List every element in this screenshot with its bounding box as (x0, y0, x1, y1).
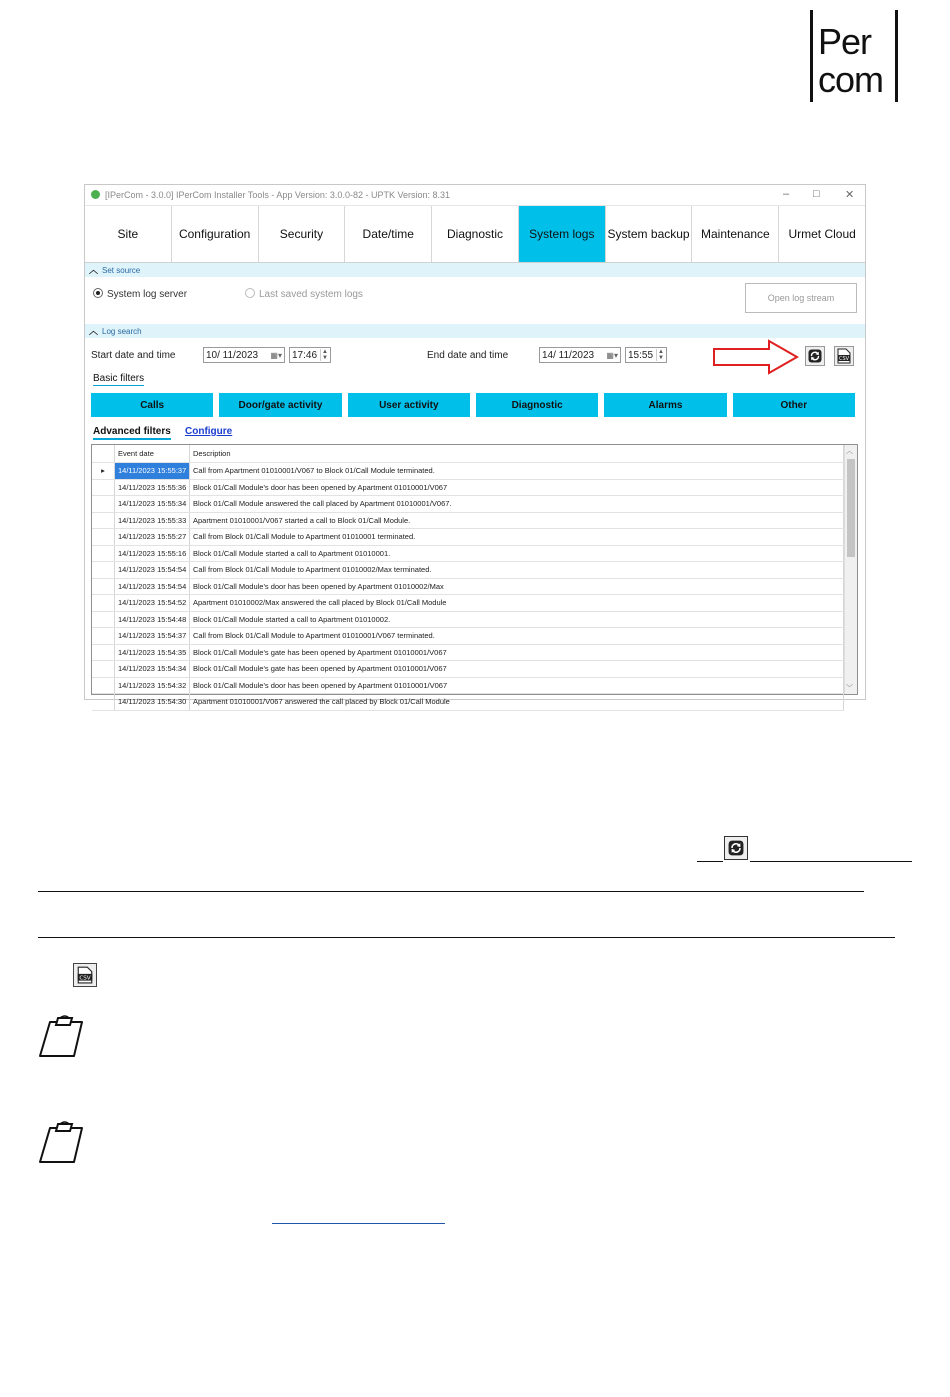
radio-off-icon (245, 288, 255, 298)
clipboard-note-icon (36, 1122, 88, 1166)
logo-line2: com (818, 59, 884, 100)
radio-on-icon (93, 288, 103, 298)
svg-text:CSV: CSV (838, 356, 850, 362)
event-date-cell: 14/11/2023 15:55:27 (115, 529, 190, 546)
table-row[interactable] (92, 463, 844, 480)
app-window (84, 184, 866, 707)
description-cell: Apartment 01010001/V067 started a call to Block 01/Call Module. (190, 512, 844, 529)
text-underline (38, 891, 864, 892)
table-row[interactable] (92, 644, 844, 661)
row-indicator-cell (92, 611, 115, 628)
description-cell: Block 01/Call Module's gate has been opened by Apartment 01010001/V067 (190, 644, 844, 661)
radio-system-log-server[interactable] (93, 288, 187, 300)
row-indicator-cell (92, 545, 115, 562)
calendar-dropdown-icon[interactable]: ▦▾ (606, 351, 618, 360)
table-row[interactable] (92, 545, 844, 562)
svg-text:CSV: CSV (79, 975, 91, 982)
table-row[interactable] (92, 628, 844, 645)
app-icon (91, 190, 100, 199)
advanced-filters-tab[interactable]: Advanced filters (93, 426, 171, 440)
row-indicator-cell (92, 578, 115, 595)
tab-configuration[interactable]: Configuration (172, 206, 259, 262)
table-row[interactable] (92, 677, 844, 694)
description-cell: Block 01/Call Module's door has been opened by Apartment 01010001/V067 (190, 479, 844, 496)
filter-diagnostic-button[interactable]: Diagnostic (476, 393, 598, 417)
description-cell: Block 01/Call Module answered the call placed by Apartment 01010001/V067. (190, 496, 844, 513)
start-time-value: 17:46 (292, 350, 318, 361)
scroll-up-icon[interactable]: ︿ (846, 448, 853, 455)
tab-system-logs[interactable]: System logs (519, 206, 606, 262)
export-csv-button[interactable] (834, 346, 854, 366)
table-row[interactable] (92, 562, 844, 579)
column-description[interactable]: Description (190, 445, 844, 463)
basic-filter-buttons (91, 393, 855, 417)
description-cell: Block 01/Call Module's door has been opened by Apartment 01010002/Max (190, 578, 844, 595)
description-cell: Block 01/Call Module started a call to Apartment 01010001. (190, 545, 844, 562)
end-time-field[interactable] (625, 347, 667, 363)
maximize-button[interactable]: □ (813, 188, 820, 200)
logo-bar-right (895, 10, 898, 102)
table-row[interactable] (92, 694, 844, 711)
end-date-label: End date and time (427, 350, 509, 361)
description-cell: Call from Block 01/Call Module to Apartment 01010002/Max terminated. (190, 562, 844, 579)
table-row[interactable] (92, 512, 844, 529)
start-date-value: 10/ 11/2023 (206, 350, 259, 361)
tab-system-backup[interactable]: System backup (606, 206, 693, 262)
event-date-cell: 14/11/2023 15:55:36 (115, 479, 190, 496)
scroll-down-icon[interactable]: ﹀ (846, 685, 853, 692)
text-underline (697, 861, 723, 862)
csv-file-icon (77, 966, 93, 984)
event-date-cell: 14/11/2023 15:54:34 (115, 661, 190, 678)
tab-diagnostic[interactable]: Diagnostic (432, 206, 519, 262)
table-row[interactable] (92, 496, 844, 513)
spinner-icon[interactable]: ▲ ▼ (320, 349, 329, 361)
table-row[interactable] (92, 479, 844, 496)
end-date-field[interactable] (539, 347, 621, 363)
table-row[interactable] (92, 578, 844, 595)
description-cell: Call from Block 01/Call Module to Apartment 01010001 terminated. (190, 529, 844, 546)
event-date-cell: 14/11/2023 15:54:35 (115, 644, 190, 661)
clipboard-note-icon (36, 1016, 88, 1060)
row-indicator-cell (92, 529, 115, 546)
csv-export-icon (837, 348, 851, 364)
configure-link[interactable]: Configure (185, 426, 233, 437)
row-indicator-cell (92, 628, 115, 645)
tab-date-time[interactable]: Date/time (345, 206, 432, 262)
title-bar (85, 185, 865, 205)
event-date-cell: 14/11/2023 15:54:48 (115, 611, 190, 628)
filter-alarms-button[interactable]: Alarms (604, 393, 726, 417)
description-cell: Block 01/Call Module's door has been opened by Apartment 01010001/V067 (190, 677, 844, 694)
open-log-stream-button[interactable]: Open log stream (745, 283, 857, 313)
event-date-cell: 14/11/2023 15:54:54 (115, 578, 190, 595)
end-time-value: 15:55 (628, 350, 654, 361)
description-cell: Apartment 01010001/V067 answered the call placed by Block 01/Call Module (190, 694, 844, 711)
basic-filters-label: Basic filters (93, 373, 145, 384)
table-row[interactable] (92, 595, 844, 612)
end-date-value: 14/ 11/2023 (542, 350, 595, 361)
table-row[interactable] (92, 661, 844, 678)
start-date-label: Start date and time (91, 350, 176, 361)
radio-label-2: Last saved system logs (259, 289, 363, 300)
column-event-date[interactable]: Event date (115, 445, 190, 463)
description-cell: Call from Apartment 01010001/V067 to Block 01/Call Module terminated. (190, 463, 844, 480)
set-source-header[interactable] (85, 263, 865, 277)
refresh-icon (728, 840, 744, 856)
main-tabs (85, 205, 865, 263)
description-cell: Apartment 01010002/Max answered the call placed by Block 01/Call Module (190, 595, 844, 612)
csv-export-icon (73, 963, 97, 987)
table-row[interactable] (92, 529, 844, 546)
tab-security[interactable]: Security (259, 206, 346, 262)
filter-user-activity-button[interactable]: User activity (348, 393, 470, 417)
set-source-label: Set source (102, 266, 141, 275)
event-date-cell: 14/11/2023 15:54:54 (115, 562, 190, 579)
chevron-up-icon: ︿ (89, 326, 99, 336)
logo-line1: Per (818, 21, 872, 62)
row-indicator-cell (92, 496, 115, 513)
refresh-button[interactable] (805, 346, 825, 366)
tab-urmet-cloud[interactable]: Urmet Cloud (779, 206, 865, 262)
filter-door-gate-button[interactable]: Door/gate activity (219, 393, 341, 417)
event-date-cell: 14/11/2023 15:54:32 (115, 677, 190, 694)
event-date-cell: 14/11/2023 15:55:37 (115, 463, 190, 480)
filter-calls-button[interactable]: Calls (91, 393, 213, 417)
description-cell: Block 01/Call Module's gate has been opened by Apartment 01010001/V067 (190, 661, 844, 678)
refresh-icon (808, 349, 822, 363)
description-cell: Call from Block 01/Call Module to Apartment 01010001/V067 terminated. (190, 628, 844, 645)
tab-maintenance[interactable]: Maintenance (692, 206, 779, 262)
event-date-cell: 14/11/2023 15:54:52 (115, 595, 190, 612)
event-date-cell: 14/11/2023 15:54:37 (115, 628, 190, 645)
table-row[interactable] (92, 611, 844, 628)
vertical-scrollbar[interactable] (844, 445, 857, 694)
description-cell: Block 01/Call Module started a call to Apartment 01010002. (190, 611, 844, 628)
logo-bar-left (810, 10, 813, 102)
row-indicator-cell (92, 677, 115, 694)
text-underline (38, 937, 895, 938)
table-body (92, 463, 844, 711)
event-date-cell: 14/11/2023 15:54:30 (115, 694, 190, 711)
row-indicator-cell (92, 562, 115, 579)
start-date-field[interactable] (203, 347, 285, 363)
row-indicator-cell (92, 595, 115, 612)
minimize-button[interactable]: – (783, 188, 790, 200)
row-indicator-cell (92, 694, 115, 711)
link-underline[interactable] (272, 1223, 445, 1224)
window-title: [IPerCom - 3.0.0] IPerCom Installer Tools - App Version: 3.0.0-82 - UPTK Version: 8.31 (105, 190, 450, 200)
spinner-icon[interactable]: ▲ ▼ (656, 349, 665, 361)
chevron-up-icon: ︿ (89, 265, 99, 275)
log-search-label: Log search (102, 327, 142, 336)
scrollbar-thumb[interactable] (847, 459, 855, 557)
row-indicator-cell (92, 512, 115, 529)
close-button[interactable]: ✕ (845, 189, 855, 201)
event-date-cell: 14/11/2023 15:55:34 (115, 496, 190, 513)
row-indicator-cell: ▸ (92, 463, 115, 480)
radio-label-1: System log server (107, 289, 188, 300)
event-date-cell: 14/11/2023 15:55:33 (115, 512, 190, 529)
table-header-row (92, 445, 844, 463)
log-search-header[interactable] (85, 324, 865, 338)
row-header-cell (92, 445, 115, 463)
tab-site[interactable]: Site (85, 206, 172, 262)
text-underline (750, 861, 912, 862)
calendar-dropdown-icon[interactable]: ▦▾ (270, 351, 282, 360)
radio-last-saved-logs[interactable] (245, 288, 363, 300)
filter-other-button[interactable]: Other (733, 393, 855, 417)
row-indicator-cell (92, 661, 115, 678)
ipercom-logo (808, 10, 900, 102)
log-table (91, 444, 858, 707)
red-arrow-icon (713, 340, 799, 374)
event-date-cell: 14/11/2023 15:55:16 (115, 545, 190, 562)
row-indicator-cell (92, 479, 115, 496)
start-time-field[interactable] (289, 347, 331, 363)
inline-refresh-icon (724, 836, 748, 860)
row-indicator-cell (92, 644, 115, 661)
